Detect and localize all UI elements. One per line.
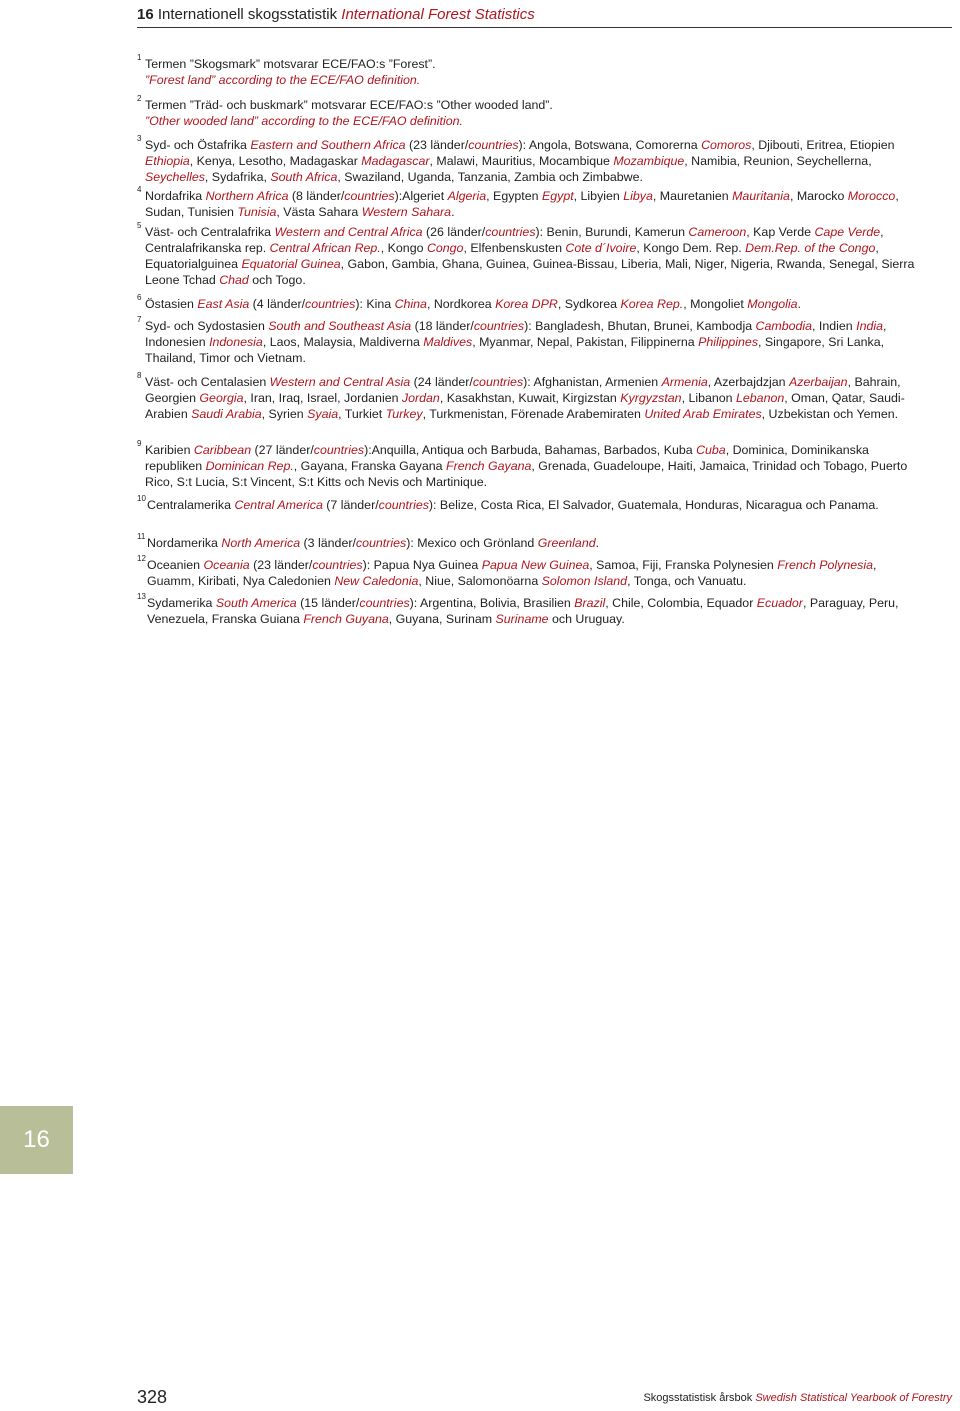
footnote-marker: 9	[137, 439, 142, 448]
swedish-text: , Syrien	[261, 407, 308, 421]
swedish-text: ): Bangladesh, Bhutan, Brunei, Kambodja	[524, 319, 756, 333]
swedish-text: , Turkmenistan, Förenade Arabemiraten	[422, 407, 645, 421]
english-term: countries	[313, 443, 365, 457]
swedish-text: Syd- och Sydostasien	[145, 319, 269, 333]
footnote-10	[137, 494, 927, 513]
swedish-text: ): Angola, Botswana, Comorerna	[518, 138, 702, 152]
swedish-text: (8 länder/	[288, 189, 345, 203]
footnote-3	[137, 134, 927, 185]
chapter-tab: 16	[0, 1106, 73, 1174]
footnote-text	[147, 498, 879, 512]
english-term: countries	[359, 596, 410, 610]
footnote-7	[137, 315, 927, 366]
english-term: India	[856, 319, 883, 333]
english-term: countries	[485, 225, 536, 239]
swedish-text: , Indien	[812, 319, 857, 333]
english-term: countries	[312, 558, 363, 572]
english-term: countries	[378, 498, 429, 512]
english-term: Cuba	[696, 443, 726, 457]
swedish-text: ):Algeriet	[394, 189, 448, 203]
swedish-text: .	[451, 205, 455, 219]
footnote-9	[137, 439, 927, 490]
english-term: Chad	[219, 273, 249, 287]
swedish-text: , Centralafrikanska rep.	[145, 225, 884, 255]
swedish-text: och Uruguay.	[548, 612, 625, 626]
footnote-8	[137, 371, 927, 422]
swedish-text: , Guamm, Kiribati, Nya Caledonien	[147, 558, 877, 588]
swedish-text: , Sudan, Tunisien	[145, 189, 899, 219]
english-term: Georgia	[199, 391, 244, 405]
footnote-text	[145, 225, 914, 287]
english-term: French Gayana	[446, 459, 532, 473]
swedish-text: (18 länder/	[411, 319, 474, 333]
footnote-marker: 2	[137, 94, 142, 103]
footnote-text	[145, 297, 801, 311]
english-term: French Guyana	[303, 612, 389, 626]
english-term: Ethiopia	[145, 154, 190, 168]
footnote-text	[145, 443, 907, 489]
swedish-text: , Mauretanien	[652, 189, 733, 203]
footnote-marker: 12	[137, 554, 146, 563]
english-term: Lebanon	[736, 391, 785, 405]
english-term: countries	[355, 536, 407, 550]
english-term: East Asia	[197, 297, 250, 311]
english-term: French Polynesia	[777, 558, 873, 572]
english-term: South Africa	[270, 170, 338, 184]
footnote-marker: 3	[137, 134, 142, 143]
swedish-text: (26 länder/	[422, 225, 486, 239]
swedish-text: ):Anquilla, Antiqua och Barbuda, Bahamas, Barbados, Kuba	[364, 443, 697, 457]
english-term: Morocco	[847, 189, 896, 203]
footnote-13	[137, 592, 927, 627]
english-term: Caribbean	[193, 443, 252, 457]
swedish-text: och Togo.	[248, 273, 306, 287]
swedish-text: ): Benin, Burundi, Kamerun	[535, 225, 689, 239]
swedish-text: , Sydafrika,	[204, 170, 271, 184]
footnote-11	[137, 532, 927, 551]
chapter-title-sv: Internationell skogsstatistik	[157, 6, 338, 23]
english-term: countries	[472, 375, 524, 389]
english-term: Armenia	[661, 375, 708, 389]
english-term: Tunisia	[237, 205, 277, 219]
swedish-text: , Equatorialguinea	[145, 241, 879, 271]
english-term: Northern Africa	[205, 189, 289, 203]
footnote-5	[137, 221, 927, 288]
swedish-text: , Singapore, Sri Lanka, Thailand, Timor och Vietnam.	[145, 335, 885, 365]
english-term: South America	[215, 596, 297, 610]
english-term: Korea DPR	[495, 297, 558, 311]
swedish-text: , Sydkorea	[557, 297, 621, 311]
english-term: Maldives	[423, 335, 473, 349]
swedish-text: Syd- och Östafrika	[145, 138, 251, 152]
swedish-text: Nordafrika	[145, 189, 206, 203]
swedish-text: Termen ”Skogsmark” motsvarar ECE/FAO:s ”Forest”.	[145, 57, 436, 71]
swedish-text: , Myanmar, Nepal, Pakistan, Filippinerna	[472, 335, 699, 349]
footnote-marker: 5	[137, 221, 142, 230]
english-term: Indonesia	[209, 335, 263, 349]
footnote-2	[137, 94, 927, 129]
swedish-text: (23 länder/	[249, 558, 313, 572]
english-term: United Arab Emirates	[644, 407, 762, 421]
swedish-text: , Kongo	[380, 241, 427, 255]
swedish-text: ): Mexico och Grönland	[406, 536, 538, 550]
swedish-text: Väst- och Centalasien	[145, 375, 270, 389]
english-term: Central America	[234, 498, 323, 512]
english-term: Philippines	[698, 335, 759, 349]
english-term: Jordan	[401, 391, 440, 405]
swedish-text: ): Belize, Costa Rica, El Salvador, Guatemala, Honduras, Nicaragua och Panama.	[428, 498, 879, 512]
english-term: Western Sahara	[361, 205, 452, 219]
english-term: Cambodia	[755, 319, 813, 333]
swedish-text: Termen ”Träd- och buskmark” motsvarar ECE/FAO:s ”Other wooded land”.	[145, 98, 553, 112]
swedish-text: ): Argentina, Bolivia, Brasilien	[409, 596, 575, 610]
english-term: Cote d´Ivoire	[565, 241, 637, 255]
english-term: ”Forest land” according to the ECE/FAO definition.	[145, 73, 421, 87]
footnote-6	[137, 293, 927, 312]
swedish-text: Sydamerika	[147, 596, 216, 610]
swedish-text: , Egypten	[486, 189, 542, 203]
swedish-text: , Kongo Dem. Rep.	[636, 241, 746, 255]
english-term: Eastern and Southern Africa	[250, 138, 406, 152]
swedish-text: , Grenada, Guadeloupe, Haiti, Jamaica, Trinidad och Tobago, Puerto Rico, S:t Lucia, S:t Vincent, S:t Kitts och Nevis och Martinique.	[145, 459, 908, 489]
swedish-text: , Elfenbenskusten	[463, 241, 566, 255]
english-term: ”Other wooded land” according to the ECE/FAO definition.	[145, 114, 463, 128]
swedish-text: , Chile, Colombia, Equador	[605, 596, 757, 610]
footnote-12	[137, 554, 927, 589]
english-term: Madagascar	[361, 154, 430, 168]
swedish-text: ): Papua Nya Guinea	[362, 558, 482, 572]
footnote-text	[145, 138, 895, 184]
english-term: countries	[344, 189, 395, 203]
english-term: countries	[305, 297, 356, 311]
english-term: Mozambique	[613, 154, 685, 168]
chapter-title-en: International Forest Statistics	[341, 6, 535, 23]
footnote-text	[147, 596, 898, 626]
footnote-marker: 8	[137, 371, 142, 380]
swedish-text: , Kasakhstan, Kuwait, Kirgizstan	[439, 391, 621, 405]
swedish-text: , Kap Verde	[746, 225, 815, 239]
swedish-text: , Marocko	[789, 189, 848, 203]
swedish-text: , Djibouti, Eritrea, Etiopien	[751, 138, 895, 152]
swedish-text: , Swaziland, Uganda, Tanzania, Zambia och Zimbabwe.	[337, 170, 643, 184]
swedish-text: , Tonga, och Vanuatu.	[627, 574, 747, 588]
english-term: Azerbaijan	[789, 375, 848, 389]
english-term: Papua New Guinea	[481, 558, 590, 572]
swedish-text: , Malawi, Mauritius, Mocambique	[429, 154, 614, 168]
english-term: Turkey	[385, 407, 423, 421]
swedish-text: Nordamerika	[147, 536, 222, 550]
english-term: Dominican Rep.	[205, 459, 294, 473]
footnote-text	[145, 319, 886, 365]
swedish-text: , Guyana, Surinam	[388, 612, 496, 626]
chapter-number: 16	[137, 6, 154, 23]
swedish-text: , Västa Sahara	[276, 205, 362, 219]
swedish-text: , Mongoliet	[683, 297, 748, 311]
swedish-text: , Turkiet	[338, 407, 386, 421]
swedish-text: Oceanien	[147, 558, 204, 572]
english-term: Cape Verde	[814, 225, 881, 239]
english-term: North America	[221, 536, 301, 550]
swedish-text: , Gabon, Gambia, Ghana, Guinea, Guinea-Bissau, Liberia, Mali, Niger, Nigeria, Rwanda, Senegal, Sierra Leone Tchad	[145, 257, 915, 287]
swedish-text: , Iran, Iraq, Israel, Jordanien	[243, 391, 402, 405]
swedish-text: .	[797, 297, 801, 311]
swedish-text: , Laos, Malaysia, Maldiverna	[262, 335, 424, 349]
english-term: Seychelles	[145, 170, 205, 184]
swedish-text: , Kenya, Lesotho, Madagaskar	[189, 154, 362, 168]
swedish-text: , Oman, Qatar, Saudi-Arabien	[145, 391, 905, 421]
swedish-text: (3 länder/	[300, 536, 356, 550]
english-term: China	[394, 297, 427, 311]
english-term: Mauritania	[732, 189, 790, 203]
swedish-text: , Libanon	[681, 391, 736, 405]
english-term: Ecuador	[756, 596, 803, 610]
swedish-text: , Libyien	[573, 189, 624, 203]
english-term: Dem.Rep. of the Congo	[745, 241, 876, 255]
swedish-text: Östasien	[145, 297, 198, 311]
english-term: Egypt	[541, 189, 574, 203]
english-term: Greenland	[537, 536, 596, 550]
footnote-4	[137, 185, 927, 220]
english-term: Western and Central Asia	[269, 375, 411, 389]
footer-title-en: Swedish Statistical Yearbook of Forestry	[755, 1392, 952, 1404]
footnote-text	[145, 98, 553, 128]
swedish-text: , Paraguay, Peru, Venezuela, Franska Guiana	[147, 596, 899, 626]
swedish-text: (7 länder/	[322, 498, 379, 512]
footnote-marker: 6	[137, 293, 142, 302]
english-term: Korea Rep.	[620, 297, 684, 311]
english-term: Saudi Arabia	[191, 407, 262, 421]
swedish-text: Väst- och Centralafrika	[145, 225, 275, 239]
footnote-text	[145, 375, 905, 421]
swedish-text: Centralamerika	[147, 498, 235, 512]
swedish-text: , Bahrain, Georgien	[145, 375, 901, 405]
english-term: Libya	[623, 189, 653, 203]
footnote-1	[137, 53, 927, 88]
swedish-text: (23 länder/	[405, 138, 469, 152]
english-term: Oceania	[203, 558, 250, 572]
swedish-text: , Indonesien	[145, 319, 887, 349]
english-term: Solomon Island	[541, 574, 628, 588]
swedish-text: , Dominica, Dominikanska republiken	[145, 443, 869, 473]
page-number: 328	[137, 1387, 168, 1407]
swedish-text: .	[595, 536, 600, 550]
footer-title-sv: Skogsstatistisk årsbok	[643, 1392, 753, 1404]
footnote-marker: 4	[137, 185, 142, 194]
swedish-text: (24 länder/	[410, 375, 473, 389]
english-term: Mongolia	[747, 297, 798, 311]
english-term: Suriname	[495, 612, 549, 626]
english-term: South and Southeast Asia	[268, 319, 412, 333]
swedish-text: , Samoa, Fiji, Franska Polynesien	[589, 558, 778, 572]
english-term: Kyrgyzstan	[620, 391, 682, 405]
english-term: countries	[468, 138, 519, 152]
footnote-marker: 7	[137, 315, 142, 324]
footnote-marker: 11	[137, 532, 146, 541]
swedish-text: Karibien	[145, 443, 194, 457]
footnote-marker: 1	[137, 53, 142, 62]
english-term: New Caledonia	[334, 574, 419, 588]
footnote-text	[145, 189, 899, 219]
english-term: countries	[473, 319, 525, 333]
swedish-text: , Namibia, Reunion, Seychellerna,	[684, 154, 872, 168]
footnote-text	[147, 558, 876, 588]
running-header	[137, 5, 952, 28]
footnote-marker: 10	[137, 494, 146, 503]
swedish-text: , Azerbajdzjan	[707, 375, 790, 389]
footnote-text	[145, 57, 436, 87]
english-term: Algeria	[447, 189, 487, 203]
english-term: Congo	[426, 241, 464, 255]
english-term: Western and Central Africa	[274, 225, 423, 239]
swedish-text: (15 länder/	[296, 596, 360, 610]
english-term: Cameroon	[688, 225, 747, 239]
swedish-text: (27 länder/	[251, 443, 314, 457]
english-term: Comoros	[701, 138, 752, 152]
swedish-text: , Uzbekistan och Yemen.	[761, 407, 899, 421]
footer-title	[643, 1391, 952, 1405]
english-term: Syaia	[307, 407, 339, 421]
swedish-text: , Nordkorea	[426, 297, 496, 311]
swedish-text: , Niue, Salomonöarna	[418, 574, 542, 588]
swedish-text: (4 länder/	[249, 297, 306, 311]
footnote-marker: 13	[137, 592, 146, 601]
swedish-text: ): Kina	[355, 297, 395, 311]
english-term: Brazil	[574, 596, 606, 610]
english-term: Equatorial Guinea	[241, 257, 341, 271]
english-term: Central African Rep.	[269, 241, 381, 255]
footnote-text	[147, 536, 599, 550]
swedish-text: ): Afghanistan, Armenien	[523, 375, 662, 389]
swedish-text: , Gayana, Franska Gayana	[293, 459, 446, 473]
